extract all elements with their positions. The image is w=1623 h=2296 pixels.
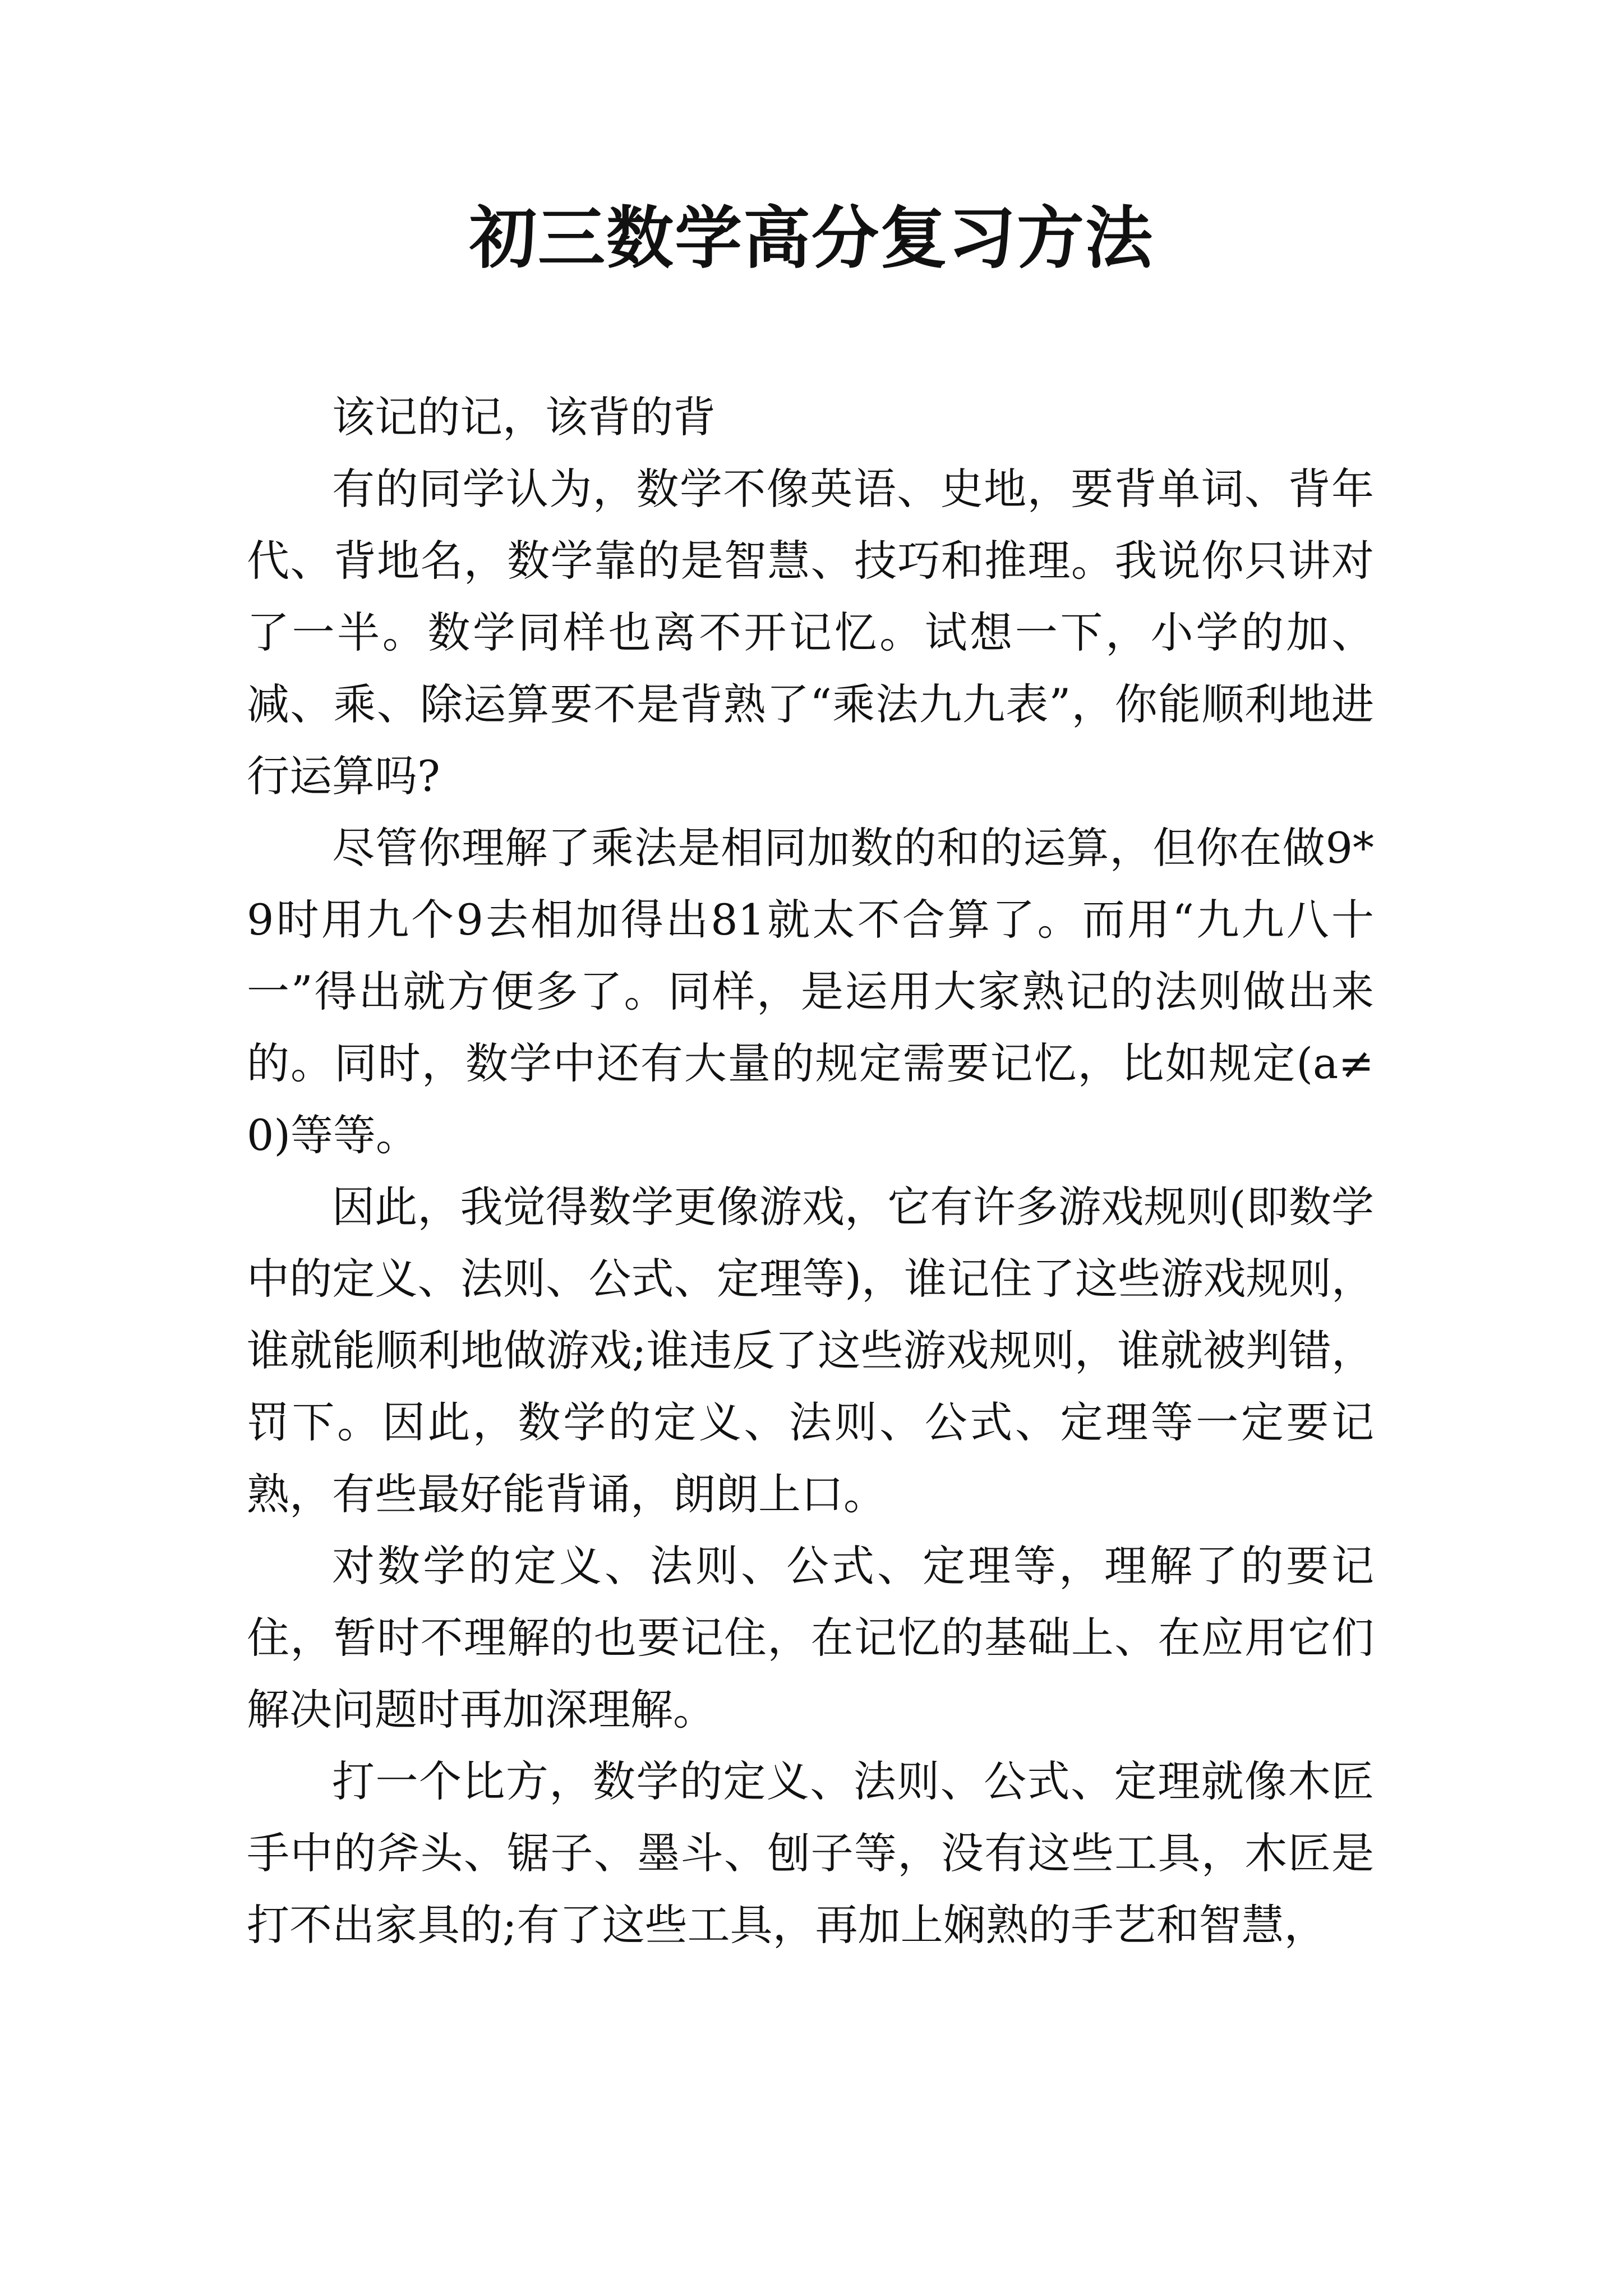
- paragraph: 尽管你理解了乘法是相同加数的和的运算，但你在做9*9时用九个9去相加得出81就太不合算了。而用“九九八十一”得出就方便多了。同样，是运用大家熟记的法则做出来的。同时，数学中还有大量的规定需要记忆，比如规定(a≠0)等等。: [247, 823, 1374, 1160]
- paragraph: 该记的记，该背的背: [332, 392, 716, 442]
- paragraph: 打一个比方，数学的定义、法则、公式、定理就像木匠手中的斧头、锯子、墨斗、刨子等，没有这些工具，木匠是打不出家具的;有了这些工具，再加上娴熟的手艺和智慧，: [247, 1756, 1374, 1950]
- paragraph: 因此，我觉得数学更像游戏，它有许多游戏规则(即数学中的定义、法则、公式、定理等)，谁记住了这些游戏规则，谁就能顺利地做游戏;谁违反了这些游戏规则，谁就被判错，罚下。因此，数学的定义、法则、公式、定理等一定要记熟，有些最好能背诵，朗朗上口。: [247, 1182, 1374, 1519]
- document-body: [247, 381, 1374, 1961]
- paragraph: 对数学的定义、法则、公式、定理等，理解了的要记住，暂时不理解的也要记住，在记忆的基础上、在应用它们解决问题时再加深理解。: [247, 1541, 1374, 1734]
- document-title: 初三数学高分复习方法: [469, 199, 1154, 278]
- paragraph: 有的同学认为，数学不像英语、史地，要背单词、背年代、背地名，数学靠的是智慧、技巧和推理。我说你只讲对了一半。数学同样也离不开记忆。试想一下，小学的加、减、乘、除运算要不是背熟了“乘法九九表”，你能顺利地进行运算吗?: [247, 464, 1374, 801]
